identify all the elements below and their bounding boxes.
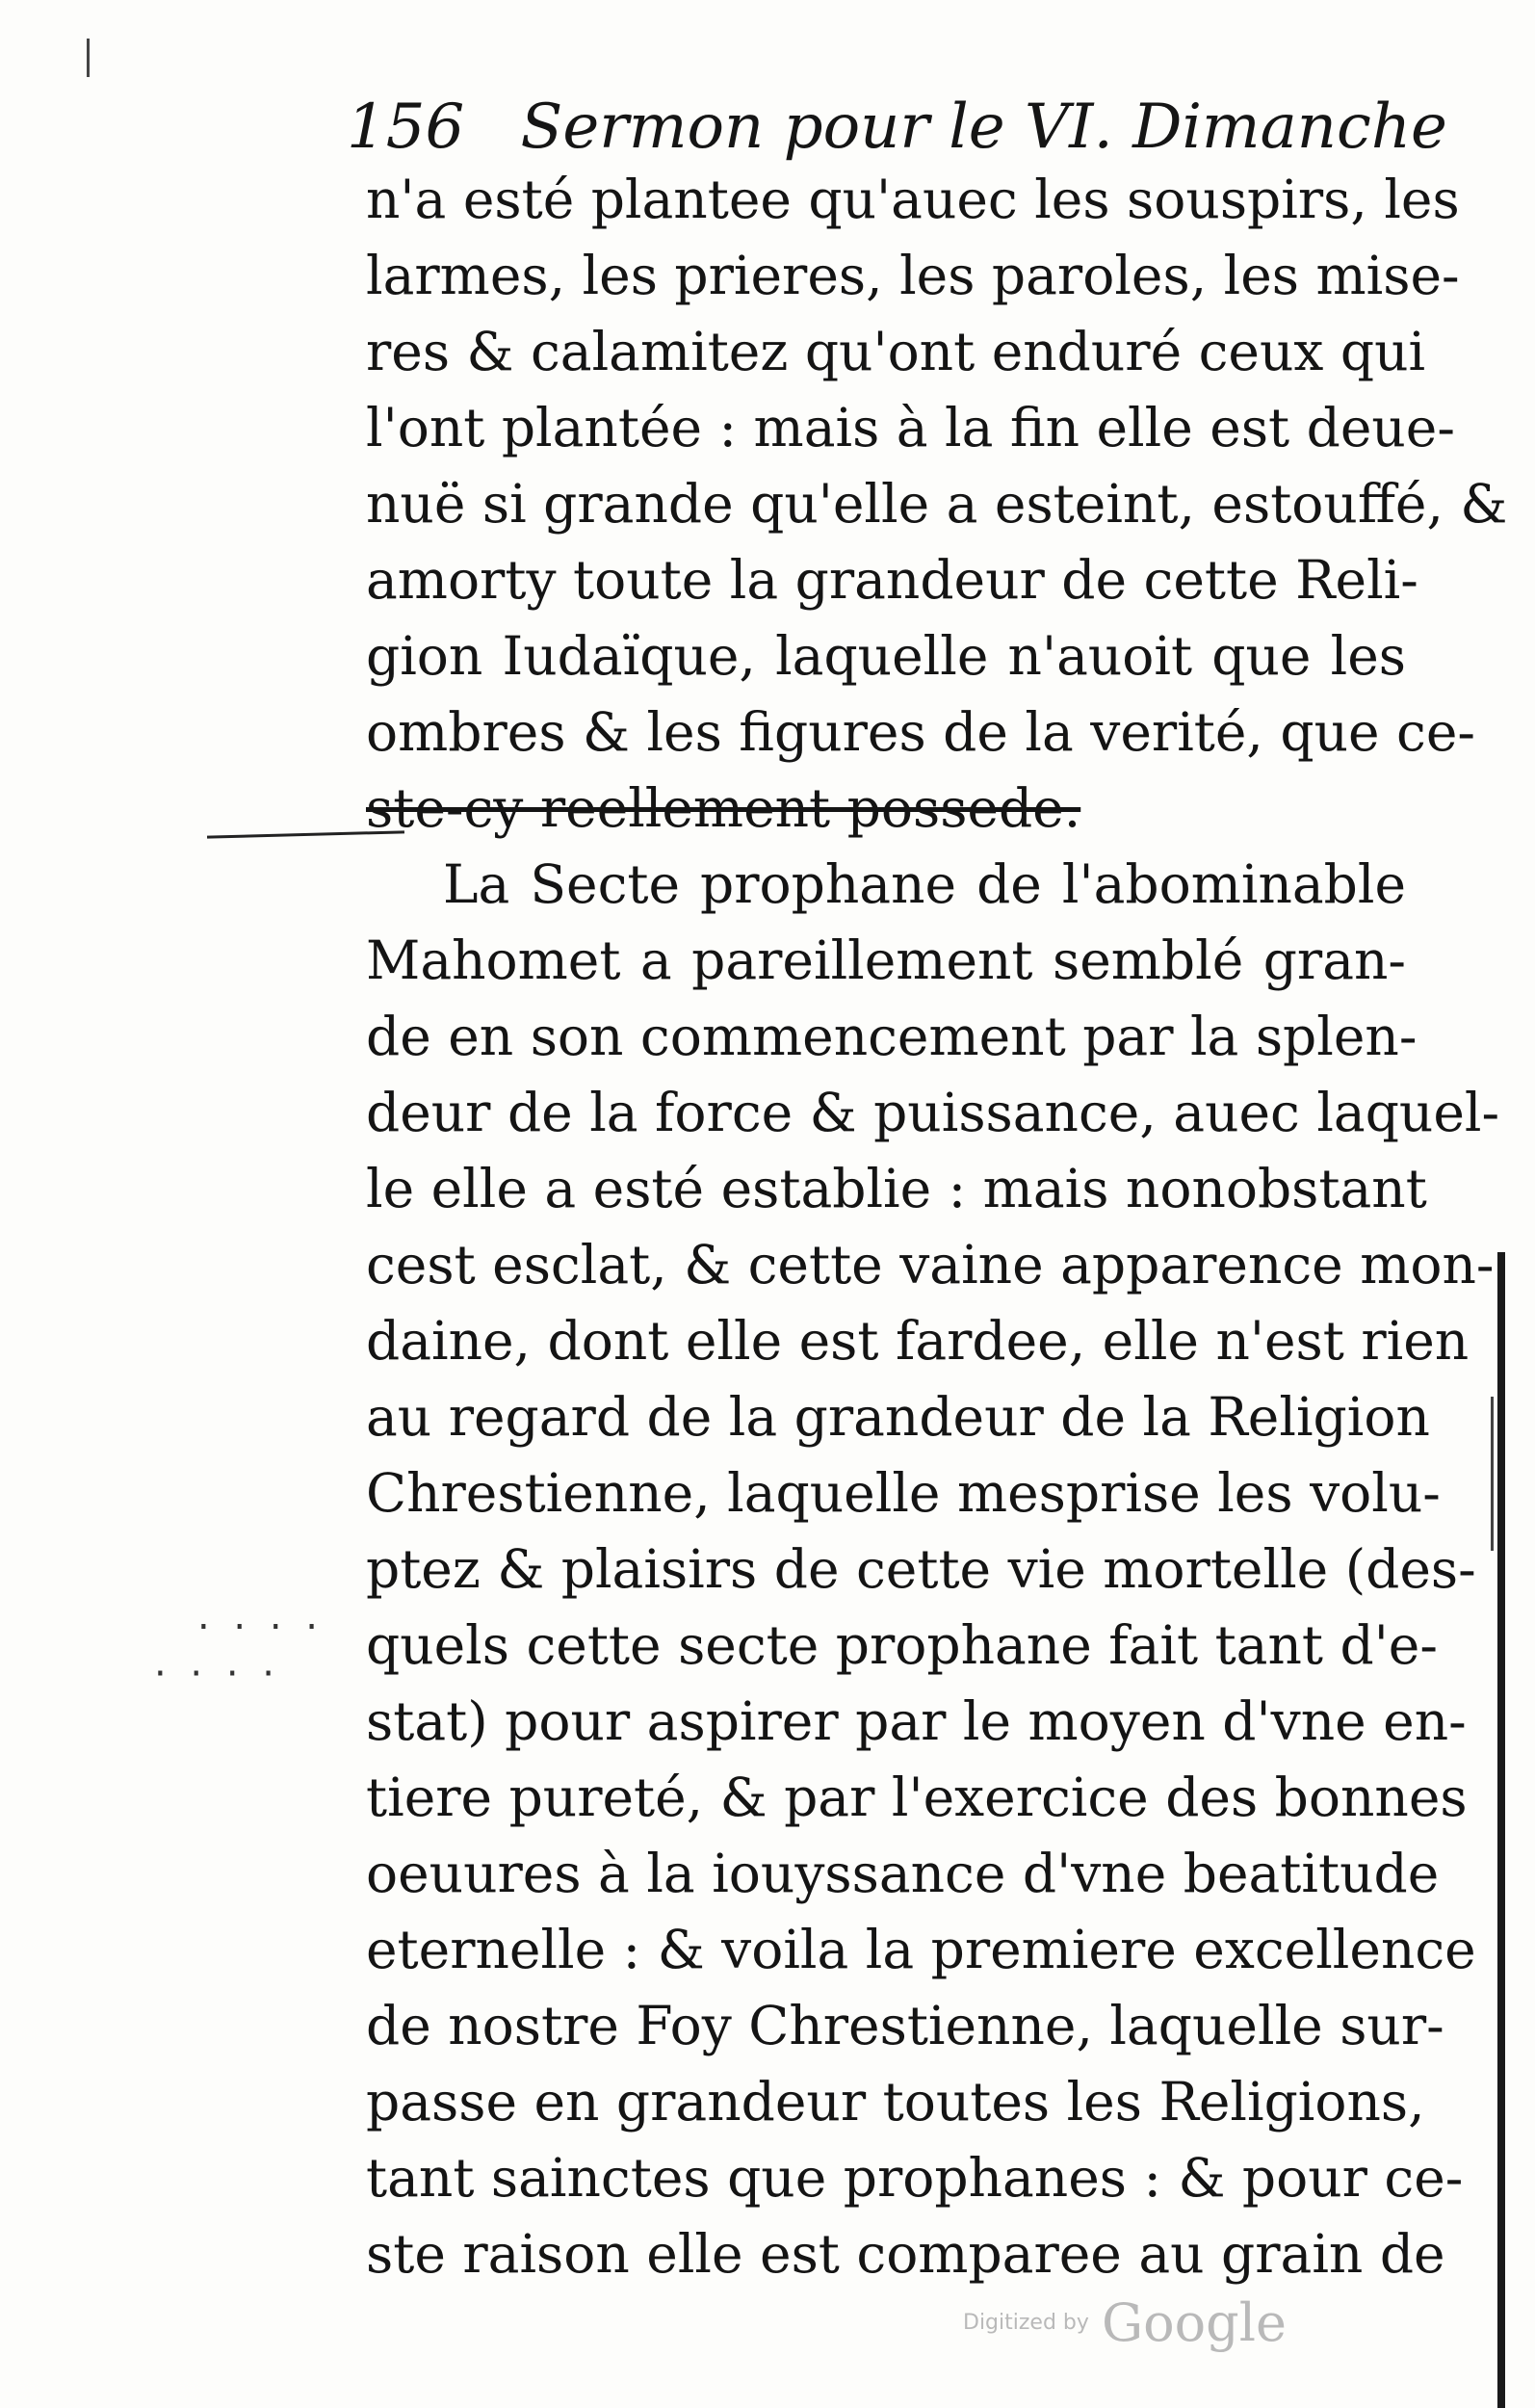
text-line: de en son commencement par la splen- [366,1006,1418,1067]
body-text [366,162,1508,2292]
text-line: l'ont plantée : mais à la fin elle est deue- [366,397,1455,458]
text-line: tant sainctes que prophanes : & pour ce- [366,2147,1464,2209]
watermark-prefix: Digitized by [963,2311,1089,2335]
text-line: amorty toute la grandeur de cette Reli- [366,549,1418,611]
page-edge-shadow [1491,1397,1494,1551]
text-line: deur de la force & puissance, auec laquel- [366,1082,1500,1143]
text-line: de nostre Foy Chrestienne, laquelle sur- [366,1995,1444,2056]
text-line: gion Iudaïque, laquelle n'auoit que les [366,625,1406,687]
text-line: Chrestienne, laquelle mesprise les volu- [366,1462,1441,1524]
text-line: tiere pureté, & par l'exercice des bonnes [366,1767,1468,1828]
page-number: 156 [347,92,465,163]
text-line: eternelle : & voila la premiere excellence [366,1919,1476,1980]
text-line: le elle a esté establie : mais nonobstant [366,1158,1427,1219]
page-edge-shadow [1497,1252,1505,2408]
margin-dots: . . . . [197,1594,325,1638]
digitization-watermark [963,2292,1310,2360]
running-title: Sermon pour le VI. Dimanche [520,92,1447,163]
text-line: oeuures à la iouyssance d'vne beatitude [366,1843,1440,1904]
text-line: daine, dont elle est fardee, elle n'est rien [366,1310,1470,1372]
text-line: ptez & plaisirs de cette vie mortelle (des- [366,1538,1476,1600]
text-line: res & calamitez qu'ont enduré ceux qui [366,321,1426,382]
text-line: stat) pour aspirer par le moyen d'vne en- [366,1690,1467,1752]
text-line-struck: ste-cy reellement possede. [366,777,1081,839]
text-line: ste raison elle est comparee au grain de [366,2223,1445,2285]
text-line: ombres & les figures de la verité, que ce- [366,701,1475,763]
watermark-brand: Google [1102,2292,1287,2353]
text-line: passe en grandeur toutes les Religions, [366,2071,1425,2133]
text-line: quels cette secte prophane fait tant d'e- [366,1614,1438,1676]
text-line: nuë si grande qu'elle a esteint, estouffé, & [366,473,1508,535]
margin-dots: · · · · [154,1652,281,1696]
text-line: cest esclat, & cette vaine apparence mon- [366,1234,1495,1296]
text-line: Mahomet a pareillement semblé gran- [366,929,1406,991]
margin-mark [87,39,90,77]
text-line: larmes, les prieres, les paroles, les mise- [366,245,1460,306]
text-line: n'a esté plantee qu'auec les souspirs, les [366,169,1460,230]
paragraph-start-line: La Secte prophane de l'abominable [443,853,1406,915]
text-line: au regard de la grandeur de la Religion [366,1386,1430,1448]
